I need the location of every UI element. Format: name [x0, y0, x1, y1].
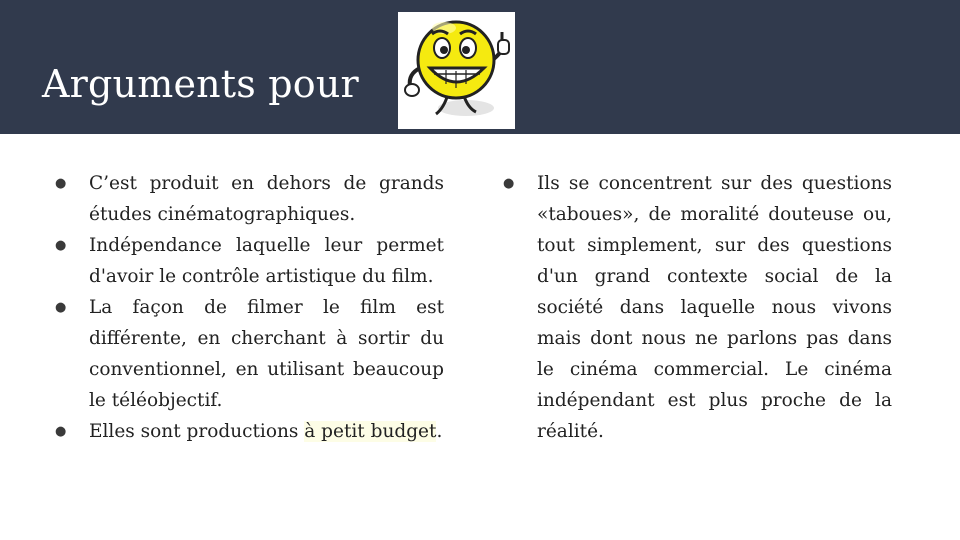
- right-column: [503, 168, 892, 447]
- bullet-icon: ●: [55, 300, 67, 315]
- left-bullet-list: [55, 168, 444, 447]
- smiley-thumbs-up-icon: [398, 12, 515, 129]
- bullet-icon: ●: [55, 176, 67, 191]
- list-item-text: Elles sont productions: [89, 421, 305, 442]
- list-item: [55, 292, 444, 416]
- slide-title: Arguments pour: [42, 62, 359, 106]
- list-item-text-end: .: [436, 421, 443, 442]
- list-item: [55, 168, 444, 230]
- list-item-text: La façon de filmer le film est différente, en cherchant à sortir du conventionnel, en utilisant beaucoup le téléobjectif.: [89, 297, 444, 411]
- list-item: [503, 168, 892, 447]
- list-item-text: Indépendance laquelle leur permet d'avoir le contrôle artistique du film.: [89, 235, 444, 287]
- bullet-icon: ●: [55, 238, 67, 253]
- list-item-text: C’est produit en dehors de grands études cinématographiques.: [89, 173, 444, 225]
- bullet-icon: ●: [503, 176, 515, 191]
- right-bullet-list: [503, 168, 892, 447]
- left-column: [55, 168, 444, 447]
- highlighted-text: à petit budget: [304, 421, 437, 442]
- list-item: [55, 416, 444, 447]
- bullet-icon: ●: [55, 424, 67, 439]
- list-item: [55, 230, 444, 292]
- list-item-text: Ils se concentrent sur des questions «taboues», de moralité douteuse ou, tout simplement, sur des questions d'un grand contexte social de la société dans laquelle nous vivons mais dont nous ne parlons pas dans le cinéma commercial. Le cinéma indépendant est plus proche de la réalité.: [537, 173, 892, 442]
- title-bar: [0, 0, 960, 134]
